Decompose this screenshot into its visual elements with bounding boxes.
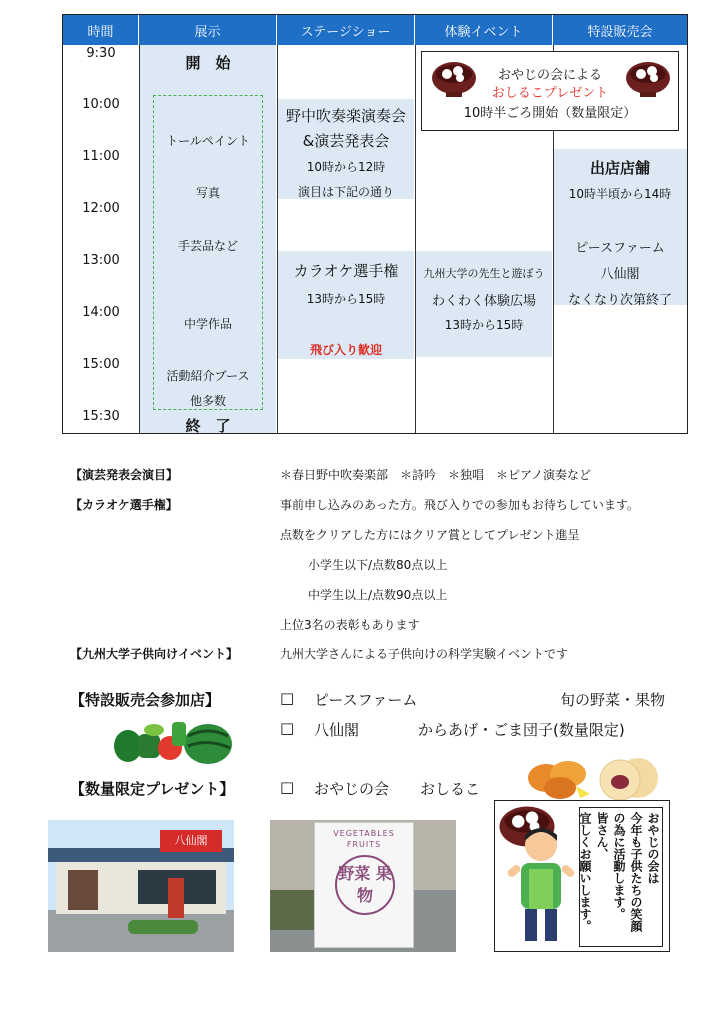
present-line-2: おしるこプレゼント	[491, 86, 609, 101]
speech-line: 皆さん、	[595, 812, 609, 860]
stage-time-1: 10時から12時	[306, 160, 386, 174]
header-sale: 特設販売会	[553, 15, 687, 45]
event-title-1: 九州大学の先生と遊ぼう	[423, 267, 545, 280]
time-1200: 12:00	[82, 201, 120, 216]
stage-karaoke: カラオケ選手権	[293, 262, 399, 280]
event-title-2: わくわく体験広場	[431, 294, 536, 309]
stage-welcome: 飛び入り歓迎	[309, 343, 382, 357]
exhibit-item: 他多数	[189, 394, 226, 408]
banner-text-main: 野菜 果物	[338, 864, 392, 905]
exhibit-item: トールペイント	[166, 134, 250, 148]
stage-title-1: 野中吹奏楽演奏会	[285, 107, 406, 125]
shop2-item: からあげ・ごま団子(数量限定)	[418, 721, 625, 739]
sale-shop-1: ピースファーム	[575, 241, 665, 256]
present-callout	[421, 51, 679, 131]
schedule-table	[62, 14, 688, 434]
event-time: 13時から15時	[444, 318, 524, 332]
shops-label: 【特設販売会参加店】	[70, 691, 221, 709]
sale-title: 出店店舗	[589, 159, 650, 177]
store-sign: 八仙閣	[160, 830, 222, 852]
banner-text-top2: FRUITS	[346, 840, 382, 849]
speech-line: 宜しくお願いします。	[578, 812, 592, 932]
exhibit-item: 手芸品など	[177, 239, 238, 253]
stage-title-2: &演芸発表会	[302, 132, 390, 150]
dad-character-icon	[505, 823, 577, 949]
stage-time-2: 13時から15時	[306, 292, 386, 306]
present-line-1: おやじの会による	[497, 68, 602, 83]
header-event: 体験イベント	[415, 15, 553, 45]
sale-note: なくなり次第終了	[567, 293, 672, 308]
time-0930: 9:30	[86, 46, 116, 61]
vegetables-icon	[108, 716, 234, 766]
stage-note-1: 演目は下記の通り	[297, 185, 394, 199]
note-text: 事前申し込みのあった方。飛び入りでの参加もお待ちしています。	[280, 498, 639, 512]
note-text: 点数をクリアした方にはクリア賞としてプレゼント進呈	[280, 528, 580, 542]
note-text: 中学生以上/点数90点以上	[308, 588, 448, 602]
header-exhibit: 展示	[139, 15, 277, 45]
shop1-name: ピースファーム	[314, 691, 418, 709]
limited-item: おしるこ	[420, 780, 481, 798]
time-1500: 15:00	[82, 357, 120, 372]
checkbox-icon: □	[280, 719, 295, 737]
time-1400: 14:00	[82, 305, 120, 320]
exhibit-item: 中学作品	[183, 317, 232, 331]
note-text: ＊春日野中吹奏楽部 ＊詩吟 ＊独唱 ＊ピアノ演奏など	[280, 468, 592, 482]
exhibit-item: 活動紹介ブース	[166, 369, 250, 383]
time-1000: 10:00	[82, 97, 120, 112]
checkbox-icon: □	[280, 778, 295, 796]
exhibit-end: 終 了	[185, 417, 231, 435]
note-label: 【九州大学子供向けイベント】	[70, 647, 239, 661]
shop1-item: 旬の野菜・果物	[560, 691, 666, 709]
limited-name: おやじの会	[314, 780, 390, 798]
speech-line: の為に活動します。	[612, 812, 626, 920]
banner-stand	[314, 822, 414, 948]
exhibit-start: 開 始	[185, 54, 231, 72]
time-1300: 13:00	[82, 253, 120, 268]
note-text: 上位3名の表彰もあります	[280, 618, 420, 632]
message-panel	[494, 800, 670, 952]
note-label: 【演芸発表会演目】	[70, 468, 179, 482]
sale-shop-2: 八仙閣	[600, 267, 640, 282]
note-text: 九州大学さんによる子供向けの科学実験イベントです	[280, 647, 569, 661]
limited-label: 【数量限定プレゼント】	[70, 780, 235, 798]
speech-line: おやじの会は	[646, 812, 660, 884]
header-stage: ステージショー	[277, 15, 415, 45]
store-photo	[48, 820, 234, 952]
time-1530: 15:30	[82, 409, 120, 424]
note-label: 【カラオケ選手権】	[70, 498, 178, 512]
sesame-dango-icon	[598, 752, 662, 804]
speech-line: 今年も子供たちの笑顔	[629, 812, 643, 932]
exhibit-item: 写真	[195, 186, 220, 200]
banner-photo	[270, 820, 456, 952]
note-text: 小学生以下/点数80点以上	[308, 558, 448, 572]
header-time: 時間	[63, 15, 139, 45]
speech-bubble	[579, 807, 663, 947]
sale-time: 10時半頃から14時	[568, 187, 672, 201]
banner-text-top1: VEGETABLES	[333, 829, 395, 838]
checkbox-icon: □	[280, 689, 295, 707]
time-1100: 11:00	[82, 149, 120, 164]
shop2-name: 八仙閣	[314, 721, 360, 739]
present-line-3: 10時半ごろ開始（数量限定）	[463, 106, 637, 121]
karaage-icon	[524, 752, 594, 802]
